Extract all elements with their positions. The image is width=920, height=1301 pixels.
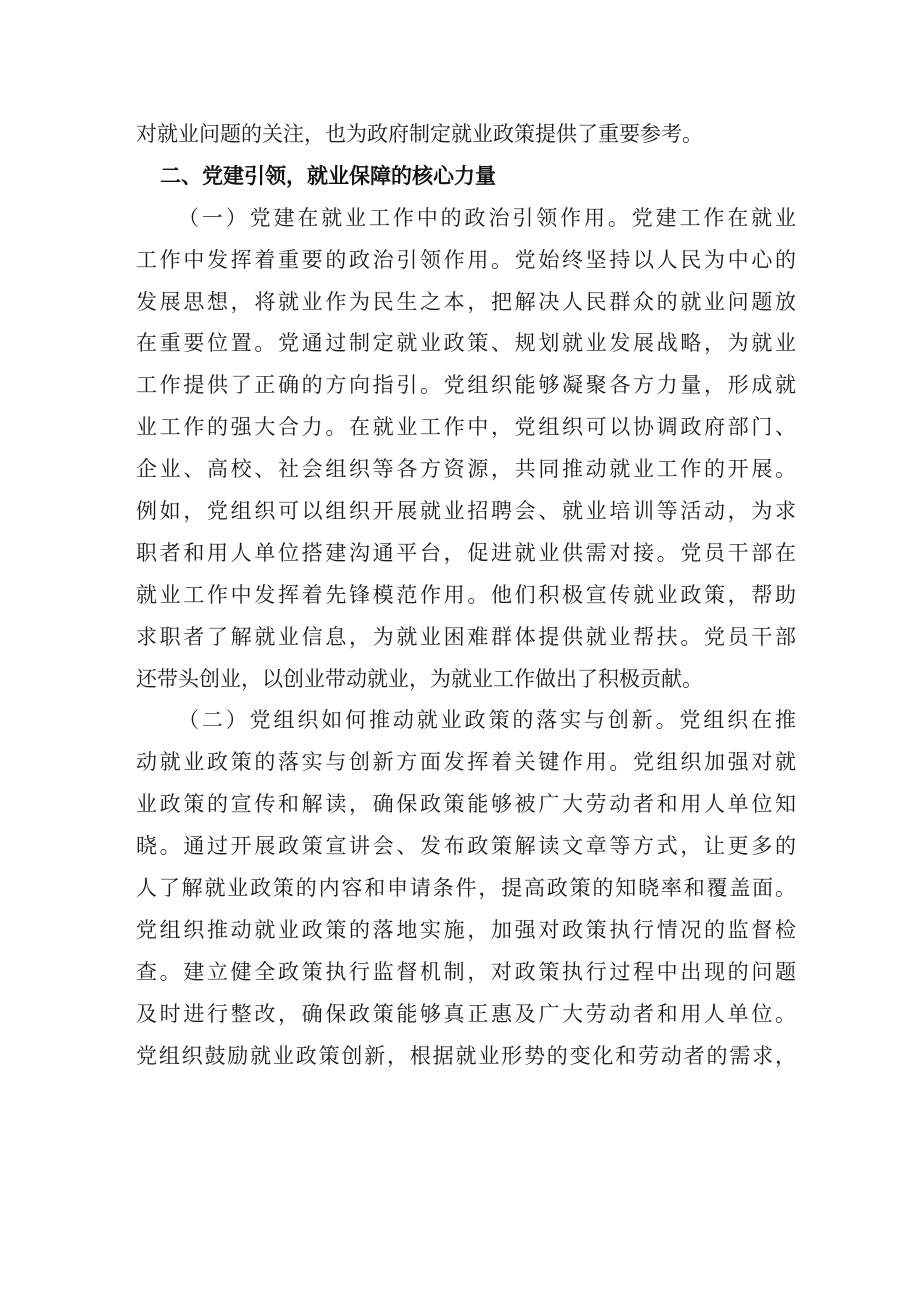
paragraph-line: 及时进行整改，确保政策能够真正惠及广大劳动者和用人单位。: [136, 1001, 796, 1026]
paragraph-line: 人了解就业政策的内容和申请条件，提高政策的知晓率和覆盖面。: [136, 876, 796, 901]
paragraph-line: 还带头创业，以创业带动就业，为就业工作做出了积极贡献。: [136, 666, 703, 691]
paragraph-line: 就业工作中发挥着先锋模范作用。他们积极宣传就业政策，帮助: [136, 582, 796, 607]
intro-tail-line: 对就业问题的关注，也为政府制定就业政策提供了重要参考。: [136, 122, 703, 146]
paragraph-line: 业工作的强大合力。在就业工作中，党组织可以协调政府部门、: [136, 415, 796, 440]
section-heading: 二、党建引领，就业保障的核心力量: [160, 163, 496, 188]
paragraph-line: 职者和用人单位搭建沟通平台，促进就业供需对接。党员干部在: [136, 540, 796, 565]
paragraph-line: 例如，党组织可以组织开展就业招聘会、就业培训等活动，为求: [136, 499, 796, 524]
paragraph-line: 发展思想，将就业作为民生之本，把解决人民群众的就业问题放: [136, 289, 796, 314]
paragraph-line: 动就业政策的落实与创新方面发挥着关键作用。党组织加强对就: [136, 750, 796, 775]
paragraph-line: 晓。通过开展政策宣讲会、发布政策解读文章等方式，让更多的: [136, 834, 796, 859]
paragraph-line: 工作中发挥着重要的政治引领作用。党始终坚持以人民为中心的: [136, 247, 796, 272]
paragraph-line: 党组织推动就业政策的落地实施，加强对政策执行情况的监督检: [136, 917, 796, 942]
paragraph-line: 党组织鼓励就业政策创新，根据就业形势的变化和劳动者的需求，: [136, 1043, 796, 1068]
paragraph-line: （二）党组织如何推动就业政策的落实与创新。党组织在推: [178, 708, 796, 733]
paragraph-line: （一）党建在就业工作中的政治引领作用。党建工作在就业: [178, 205, 796, 230]
paragraph-line: 企业、高校、社会组织等各方资源，共同推动就业工作的开展。: [136, 457, 796, 482]
paragraph-1: [136, 198, 796, 701]
paragraph-line: 求职者了解就业信息，为就业困难群体提供就业帮扶。党员干部: [136, 624, 796, 649]
document-body: [136, 114, 796, 1077]
paragraph-line: 查。建立健全政策执行监督机制，对政策执行过程中出现的问题: [136, 959, 796, 984]
paragraph-line: 业政策的宣传和解读，确保政策能够被广大劳动者和用人单位知: [136, 792, 796, 817]
paragraph-2: [136, 700, 796, 1077]
paragraph-line: 工作提供了正确的方向指引。党组织能够凝聚各方力量，形成就: [136, 373, 796, 398]
paragraph-line: 在重要位置。党通过制定就业政策、规划就业发展战略，为就业: [136, 331, 796, 356]
